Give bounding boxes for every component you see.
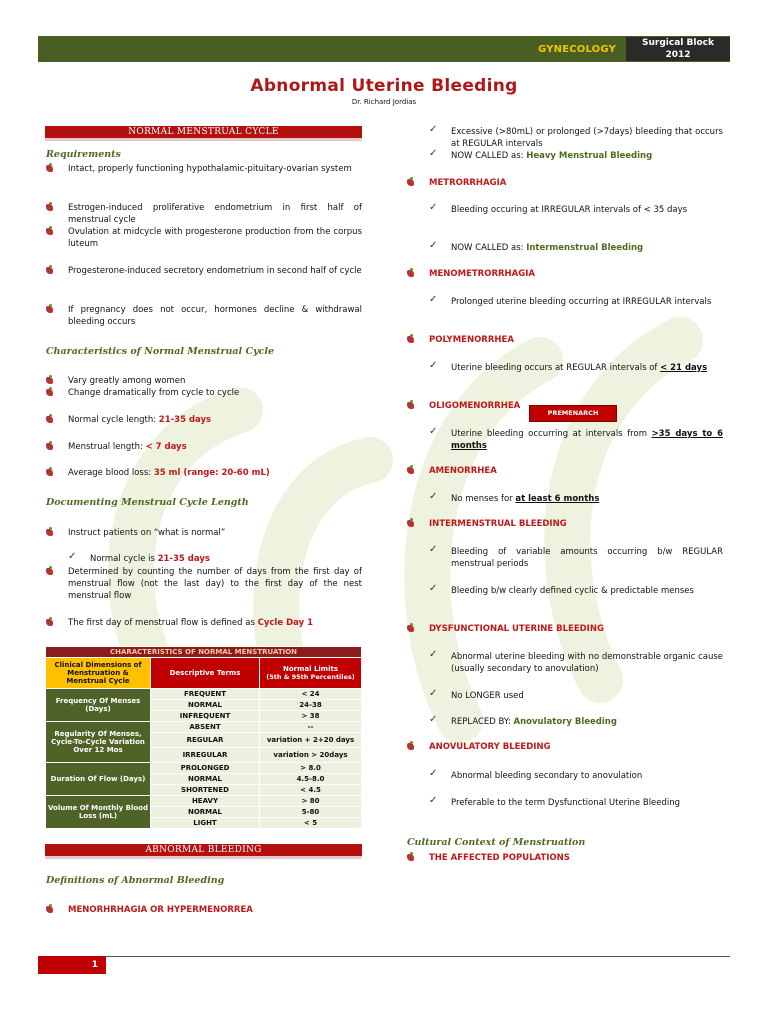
inter-desc-1: Bleeding of variable amounts occurring b/w REGULAR menstrual periods xyxy=(451,547,723,569)
term-cell: FREQUENT xyxy=(151,689,260,700)
bullet-icon xyxy=(46,389,53,396)
heading-polymenorrhea: POLYMENORRHEA xyxy=(429,335,514,345)
term-cell: LIGHT xyxy=(151,818,260,829)
subheading-requirements: Requirements xyxy=(46,149,121,160)
amen-desc-label: No menses for xyxy=(451,494,516,504)
menstrual-length xyxy=(68,441,362,453)
check-icon: ✓ xyxy=(429,294,438,305)
section-label: GYNECOLOGY xyxy=(538,44,617,55)
def-menorrhagia: MENORHRHAGIA OR HYPERMENORREA xyxy=(68,905,253,915)
blood-loss-label: Average blood loss: xyxy=(68,468,154,478)
amen-desc xyxy=(451,493,723,505)
check-icon: ✓ xyxy=(429,426,438,437)
table-header-limits xyxy=(260,658,362,689)
limits-sub: (5th & 95th Percentiles) xyxy=(266,673,355,681)
dub-desc-3 xyxy=(451,716,723,728)
char-item-1: Vary greatly among women xyxy=(68,376,186,386)
dim-regularity: Regularity Of Menses, Cycle-To-Cycle Variation Over 12 Mos xyxy=(46,722,151,763)
bullet-icon xyxy=(407,625,414,632)
doc-item-3-value: Cycle Day 1 xyxy=(257,618,314,628)
menstrual-length-label: Menstrual length: xyxy=(68,442,146,452)
term-cell: REGULAR xyxy=(151,733,260,748)
metro-desc-2-label: NOW CALLED as: xyxy=(451,243,527,253)
limit-cell: variation + 2+20 days xyxy=(260,733,362,748)
doc-item-1: Instruct patients on “what is normal” xyxy=(68,528,226,538)
heading-menometrorrhagia: MENOMETRORRHAGIA xyxy=(429,269,535,279)
cycle-length-label: Normal cycle length: xyxy=(68,415,159,425)
heading-anovulatory: ANOVULATORY BLEEDING xyxy=(429,742,551,752)
check-icon: ✓ xyxy=(429,795,438,806)
bullet-icon xyxy=(407,520,414,527)
anov-desc-1: Abnormal bleeding secondary to anovulation xyxy=(451,771,643,781)
term-cell: ABSENT xyxy=(151,722,260,733)
limit-cell: > 38 xyxy=(260,711,362,722)
limit-cell: < 24 xyxy=(260,689,362,700)
limit-cell: variation > 20days xyxy=(260,748,362,763)
check-icon: ✓ xyxy=(429,360,438,371)
limit-cell: < 5 xyxy=(260,818,362,829)
bullet-icon xyxy=(407,270,414,277)
cycle-length xyxy=(68,414,362,426)
bullet-icon xyxy=(46,204,53,211)
heading-amenorrhea: AMENORRHEA xyxy=(429,466,497,476)
characteristics-table xyxy=(45,646,362,829)
poly-desc xyxy=(451,362,723,374)
limit-cell: 4.5-8.0 xyxy=(260,774,362,785)
bullet-icon xyxy=(407,467,414,474)
metro-desc-2 xyxy=(451,242,723,254)
block-line-1: Surgical Block xyxy=(642,38,714,48)
block-label xyxy=(626,37,730,61)
heading-metrorrhagia: METRORRHAGIA xyxy=(429,178,507,188)
heading-intermenstrual: INTERMENSTRUAL BLEEDING xyxy=(429,519,567,529)
dub-desc-3-label: REPLACED BY: xyxy=(451,717,514,727)
amen-desc-value: at least 6 months xyxy=(515,494,600,504)
dub-desc-3-value: Anovulatory Bleeding xyxy=(513,717,617,727)
page-number xyxy=(38,956,106,974)
men-desc-1: Excessive (>80mL) or prolonged (>7days) bleeding that occurs at REGULAR intervals xyxy=(451,127,723,149)
req-item-5: If pregnancy does not occur, hormones decline & withdrawal bleeding occurs xyxy=(68,305,362,327)
doc-subitem-label: Normal cycle is xyxy=(90,554,158,564)
bullet-icon xyxy=(46,416,53,423)
term-cell: PROLONGED xyxy=(151,763,260,774)
term-cell: HEAVY xyxy=(151,796,260,807)
check-icon: ✓ xyxy=(68,551,77,562)
men-desc-2-label: NOW CALLED as: xyxy=(451,151,527,161)
bullet-icon xyxy=(407,179,414,186)
premenarch-label: PREMENARCH xyxy=(529,405,617,422)
term-cell: NORMAL xyxy=(151,807,260,818)
limit-cell: > 8.0 xyxy=(260,763,362,774)
check-icon: ✓ xyxy=(429,649,438,660)
bullet-icon xyxy=(407,402,414,409)
bullet-icon xyxy=(46,443,53,450)
limit-cell: 5-80 xyxy=(260,807,362,818)
subheading-definitions: Definitions of Abnormal Bleeding xyxy=(46,875,225,886)
doc-subitem-value: 21-35 days xyxy=(157,554,210,564)
req-item-4: Progesterone-induced secretory endometrium in second half of cycle xyxy=(68,266,362,276)
term-cell: SHORTENED xyxy=(151,785,260,796)
check-icon: ✓ xyxy=(429,583,438,594)
oligo-desc-label: Uterine bleeding occurring at intervals from xyxy=(451,429,652,439)
oligo-desc xyxy=(451,428,723,452)
blood-loss-value: 35 ml (range: 20-60 mL) xyxy=(153,468,270,478)
menstrual-length-value: < 7 days xyxy=(145,442,187,452)
footer-rule xyxy=(38,956,730,957)
block-line-2: 2012 xyxy=(665,50,691,60)
page-title: Abnormal Uterine Bleeding xyxy=(250,76,518,96)
section-bar-normal: NORMAL MENSTRUAL CYCLE xyxy=(45,126,362,138)
heading-affected-populations: THE AFFECTED POPULATIONS xyxy=(429,853,570,863)
check-icon: ✓ xyxy=(429,240,438,251)
doc-item-3-label: The first day of menstrual flow is defined as xyxy=(68,618,258,628)
bullet-icon xyxy=(407,854,414,861)
men-desc-2-value: Heavy Menstrual Bleeding xyxy=(526,151,653,161)
metro-desc-2-value: Intermenstrual Bleeding xyxy=(526,243,644,253)
subheading-characteristics: Characteristics of Normal Menstrual Cycle xyxy=(46,346,274,357)
table-header-terms: Descriptive Terms xyxy=(151,658,260,689)
limit-cell: 24-38 xyxy=(260,700,362,711)
term-cell: NORMAL xyxy=(151,774,260,785)
bullet-icon xyxy=(46,377,53,384)
check-icon: ✓ xyxy=(429,768,438,779)
check-icon: ✓ xyxy=(429,544,438,555)
dub-desc-2: No LONGER used xyxy=(451,691,524,701)
char-item-2: Change dramatically from cycle to cycle xyxy=(68,388,240,398)
dub-desc-1: Abnormal uterine bleeding with no demonstrable organic cause (usually secondary to anovulation) xyxy=(451,652,723,674)
doc-item-3 xyxy=(68,617,362,629)
check-icon: ✓ xyxy=(429,124,438,135)
metro-desc-1: Bleeding occuring at IRREGULAR intervals of < 35 days xyxy=(451,205,688,215)
bullet-icon xyxy=(46,529,53,536)
author: Dr. Richard Jordias xyxy=(351,98,417,106)
limits-title: Normal Limits xyxy=(282,665,339,673)
doc-subitem xyxy=(90,553,362,565)
req-item-1: Intact, properly functioning hypothalamic-pituitary-ovarian system xyxy=(68,164,352,174)
term-cell: NORMAL xyxy=(151,700,260,711)
limit-cell: < 4.5 xyxy=(260,785,362,796)
section-bar-abnormal: ABNORMAL BLEEDING xyxy=(45,844,362,856)
table-title: CHARACTERISTICS OF NORMAL MENSTRUATION xyxy=(46,647,362,658)
req-item-2: Estrogen-induced proliferative endometrium in first half of menstrual cycle xyxy=(68,203,362,225)
dim-duration: Duration Of Flow (Days) xyxy=(46,763,151,796)
heading-oligomenorrhea: OLIGOMENORRHEA xyxy=(429,401,521,411)
bullet-icon xyxy=(46,306,53,313)
check-icon: ✓ xyxy=(429,688,438,699)
poly-desc-value: < 21 days xyxy=(660,363,708,373)
bullet-icon xyxy=(46,228,53,235)
menometro-desc: Prolonged uterine bleeding occurring at IRREGULAR intervals xyxy=(451,297,712,307)
heading-dub: DYSFUNCTIONAL UTERINE BLEEDING xyxy=(429,624,604,634)
check-icon: ✓ xyxy=(429,491,438,502)
bullet-icon xyxy=(46,619,53,626)
req-item-3: Ovulation at midcycle with progesterone production from the corpus luteum xyxy=(68,227,362,249)
blood-loss xyxy=(68,467,362,479)
check-icon: ✓ xyxy=(429,714,438,725)
doc-item-2: Determined by counting the number of days from the first day of menstrual flow (not the last day) to the first day of the nest menstrual flow xyxy=(68,567,362,601)
bullet-icon xyxy=(46,906,53,913)
dim-frequency: Frequency Of Menses (Days) xyxy=(46,689,151,722)
table-header-dimensions: Clinical Dimensions of Menstruation & Menstrual Cycle xyxy=(46,658,151,689)
anov-desc-2: Preferable to the term Dysfunctional Uterine Bleeding xyxy=(451,798,681,808)
limit-cell: -- xyxy=(260,722,362,733)
limit-cell: > 80 xyxy=(260,796,362,807)
bullet-icon xyxy=(46,469,53,476)
check-icon: ✓ xyxy=(429,148,438,159)
term-cell: INFREQUENT xyxy=(151,711,260,722)
cycle-length-value: 21-35 days xyxy=(158,415,212,425)
term-cell: IRREGULAR xyxy=(151,748,260,763)
bullet-icon xyxy=(46,568,53,575)
subheading-documenting: Documenting Menstrual Cycle Length xyxy=(46,497,249,508)
bullet-icon xyxy=(407,743,414,750)
dim-volume: Volume Of Monthly Blood Loss (mL) xyxy=(46,796,151,829)
men-desc-2 xyxy=(451,150,723,162)
page-number-text: 1 xyxy=(91,960,98,970)
subheading-cultural: Cultural Context of Menstruation xyxy=(407,837,586,848)
bullet-icon xyxy=(46,267,53,274)
check-icon: ✓ xyxy=(429,202,438,213)
inter-desc-2: Bleeding b/w clearly defined cyclic & predictable menses xyxy=(451,586,694,596)
bullet-icon xyxy=(46,165,53,172)
oligo-desc-value: >35 days to 6 months xyxy=(451,429,723,451)
poly-desc-label: Uterine bleeding occurs at REGULAR intervals of xyxy=(451,363,661,373)
bullet-icon xyxy=(407,336,414,343)
